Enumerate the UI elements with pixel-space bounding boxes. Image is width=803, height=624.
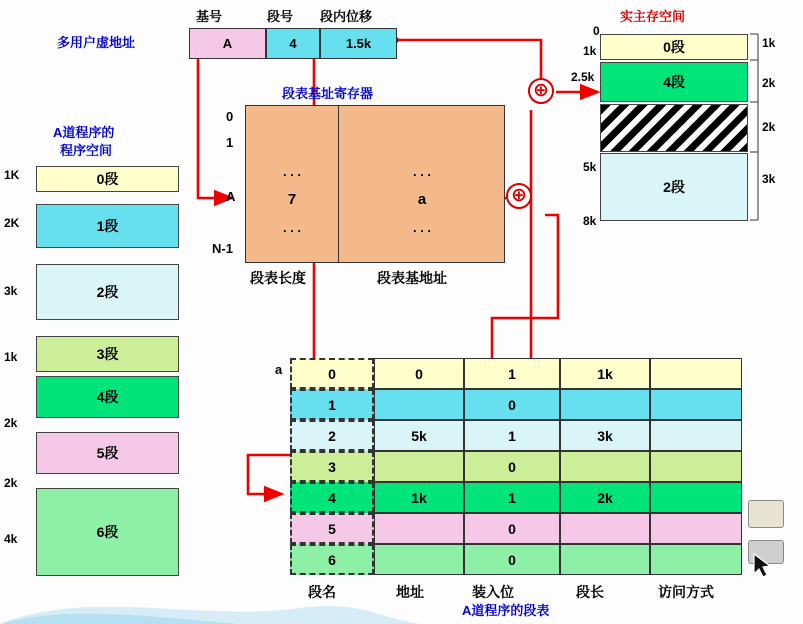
segtable-header-load: 装入位 xyxy=(472,584,514,600)
segtable-r3-len xyxy=(560,451,650,482)
seg-base-register-col-0: 段表长度 xyxy=(250,270,306,286)
real-memory-block-4: 4段 xyxy=(600,62,748,102)
decorative-wave xyxy=(0,578,803,624)
segtable-r0-addr: 0 xyxy=(374,358,464,389)
segtable-r2-mode xyxy=(650,420,742,451)
segtable-r6-mode xyxy=(650,544,742,575)
seg-base-register-col-1: 段表基地址 xyxy=(377,270,447,286)
program-segment-1: 1段 xyxy=(36,204,179,248)
seg-base-register-table xyxy=(245,105,505,263)
segtable-r3-mode xyxy=(650,451,742,482)
segtable-r2-len: 3k xyxy=(560,420,650,451)
offset-header: 段内位移 xyxy=(320,9,373,24)
sbr-row-4-base: . . . xyxy=(412,219,432,235)
sbr-row-0-base xyxy=(339,106,505,132)
base-no-header: 基号 xyxy=(196,9,223,24)
va-base-field: A xyxy=(189,28,266,59)
segtable-r3-name: 3 xyxy=(290,451,374,482)
segtable-header-name: 段名 xyxy=(308,584,336,600)
seg-table-pointer-label: a xyxy=(275,362,283,377)
segtable-r1-load: 0 xyxy=(464,389,560,420)
segtable-r4-load: 1 xyxy=(464,482,560,513)
segtable-header-mode: 访问方式 xyxy=(658,584,714,600)
segtable-r6-addr xyxy=(374,544,464,575)
segtable-r5-len xyxy=(560,513,650,544)
segtable-r3-addr xyxy=(374,451,464,482)
sbr-row-5-len xyxy=(246,240,338,262)
segtable-header-addr: 地址 xyxy=(396,584,424,600)
program-segment-3: 3段 xyxy=(36,336,179,372)
segtable-r4-mode xyxy=(650,482,742,513)
real-memory-block-2: 2段 xyxy=(600,153,748,221)
sbr-row-2-len: . . . xyxy=(282,163,302,179)
sbr-row-1-base xyxy=(339,132,505,158)
segtable-header-len: 段长 xyxy=(576,584,604,600)
program-space-title-2: 程序空间 xyxy=(60,143,113,158)
segtable-r0-load: 1 xyxy=(464,358,560,389)
sbr-row-5-base xyxy=(339,240,505,262)
va-offset-field: 1.5k xyxy=(320,28,397,59)
adder-icon-top: ⊕ xyxy=(528,78,554,104)
sbr-row-0-len xyxy=(246,106,338,132)
segtable-r6-name: 6 xyxy=(290,544,374,575)
program-segment-6: 6段 xyxy=(36,488,179,576)
segtable-r2-addr: 5k xyxy=(374,420,464,451)
segment-table xyxy=(290,358,742,573)
segtable-r0-len: 1k xyxy=(560,358,650,389)
cursor-icon xyxy=(752,552,774,580)
toolbar-widget-top[interactable] xyxy=(748,500,784,528)
seg-base-register-title: 段表基址寄存器 xyxy=(282,86,374,101)
segtable-r1-mode xyxy=(650,389,742,420)
segtable-r4-addr: 1k xyxy=(374,482,464,513)
program-segment-2: 2段 xyxy=(36,264,179,320)
segtable-r4-name: 4 xyxy=(290,482,374,513)
sbr-row-2-base: . . . xyxy=(412,163,432,179)
seg-no-header: 段号 xyxy=(267,9,294,24)
segtable-r5-name: 5 xyxy=(290,513,374,544)
sbr-row-3-base: a xyxy=(417,190,427,208)
program-space-title-1: A道程序的 xyxy=(53,125,115,140)
segtable-r5-addr xyxy=(374,513,464,544)
real-memory-bracket xyxy=(748,30,764,226)
segtable-r0-name: 0 xyxy=(290,358,374,389)
segtable-r5-load: 0 xyxy=(464,513,560,544)
program-segment-4: 4段 xyxy=(36,376,179,418)
program-segment-0: 0段 xyxy=(36,166,179,192)
segtable-r4-len: 2k xyxy=(560,482,650,513)
segtable-r0-mode xyxy=(650,358,742,389)
sbr-row-4-len: . . . xyxy=(282,219,302,235)
segtable-r3-load: 0 xyxy=(464,451,560,482)
segtable-r1-len xyxy=(560,389,650,420)
segtable-r2-load: 1 xyxy=(464,420,560,451)
adder-icon-bottom: ⊕ xyxy=(506,183,532,209)
virtual-address-label: 多用户虚地址 xyxy=(57,35,136,50)
sbr-row-1-len xyxy=(246,132,338,158)
real-memory-block-0: 0段 xyxy=(600,34,748,60)
program-segment-5: 5段 xyxy=(36,432,179,474)
sbr-row-3-len: 7 xyxy=(287,190,297,208)
real-memory-title: 实主存空间 xyxy=(620,9,686,24)
segtable-r6-len xyxy=(560,544,650,575)
va-seg-field: 4 xyxy=(266,28,320,59)
segtable-r6-load: 0 xyxy=(464,544,560,575)
segment-table-caption: A道程序的段表 xyxy=(462,603,550,618)
segtable-r1-addr xyxy=(374,389,464,420)
segtable-r2-name: 2 xyxy=(290,420,374,451)
segtable-r5-mode xyxy=(650,513,742,544)
segtable-r1-name: 1 xyxy=(290,389,374,420)
real-memory-block-hatched xyxy=(600,104,748,152)
